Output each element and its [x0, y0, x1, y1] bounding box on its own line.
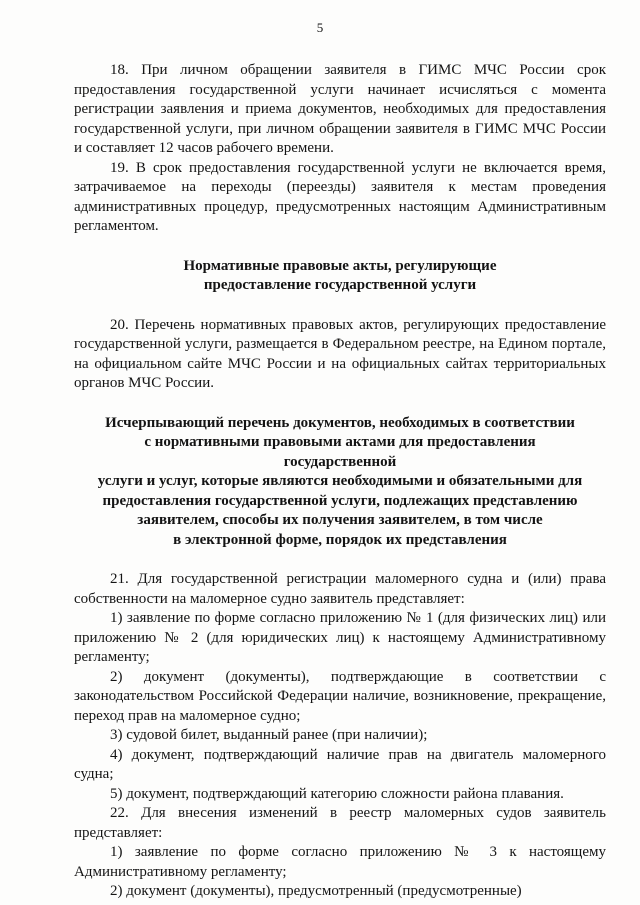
list-item-21-5: 5) документ, подтверждающий категорию сложности района плавания.	[110, 785, 564, 802]
list-item-21-4: 4) документ, подтверждающий наличие прав на двигатель маломерного судна;	[74, 746, 606, 782]
list-item-21-1: 1) заявление по форме согласно приложению № 1 (для физических лиц) или приложению № 2 (для юридических лиц) к настоящему Административному регламенту;	[74, 610, 606, 665]
heading-line: заявителем, способы их получения заявителем, в том числе	[137, 512, 543, 528]
heading-line: в электронной форме, порядок их представления	[173, 531, 507, 548]
heading-line: с нормативными правовыми актами для предоставления государственной	[144, 434, 536, 470]
list-item-22-1: 1) заявление по форме согласно приложению № 3 к настоящему Административному регламенту;	[74, 844, 606, 880]
heading-line: Исчерпывающий перечень документов, необходимых в соответствии	[105, 414, 575, 431]
paragraph-22: 22. Для внесения изменений в реестр маломерных судов заявитель представляет:	[74, 805, 606, 841]
paragraph-20: 20. Перечень нормативных правовых актов, регулирующих предоставление государственной услуги, размещается в Федеральном реестре, на Едином портале, на официальном сайте МЧС России и на официальных сайтах территориальных органов МЧС России.	[74, 316, 606, 391]
page-number: 5	[316, 20, 324, 35]
heading-line: Нормативные правовые акты, регулирующие	[183, 257, 497, 274]
list-item-21-3: 3) судовой билет, выданный ранее (при наличии);	[110, 727, 428, 743]
list-item-21-2: 2) документ (документы), подтверждающие в соответствии с законодательством Российской Федерации наличие, возникновение, прекращение, переход прав на маломерное судно;	[74, 668, 606, 724]
paragraph-19: 19. В срок предоставления государственной услуги не включается время, затрачиваемое на переходы (переезды) заявителя к местам проведения административных процедур, предусмотренных настоящим Административным регламентом.	[74, 159, 606, 234]
heading-line: услуги и услуг, которые являются необходимыми и обязательными для	[97, 473, 583, 489]
section-heading-documents-list	[74, 414, 606, 551]
heading-line: предоставления государственной услуги, подлежащих представлению	[102, 492, 578, 509]
page-content	[74, 61, 606, 902]
paragraph-18: 18. При личном обращении заявителя в ГИМС МЧС России срок предоставления государственной услуги начинает исчисляться с момента регистрации заявления и приема документов, необходимых для предоставления государственной услуги, при личном обращении заявителя в ГИМС МЧС России и составляет 12 часов рабочего времени.	[74, 62, 606, 156]
paragraph-21: 21. Для государственной регистрации маломерного судна и (или) права собственности на маломерное судно заявитель представляет:	[74, 571, 606, 607]
heading-line: предоставление государственной услуги	[203, 277, 477, 293]
section-heading-legal-acts	[74, 257, 606, 296]
list-item-22-2: 2) документ (документы), предусмотренный (предусмотренные)	[110, 883, 522, 899]
